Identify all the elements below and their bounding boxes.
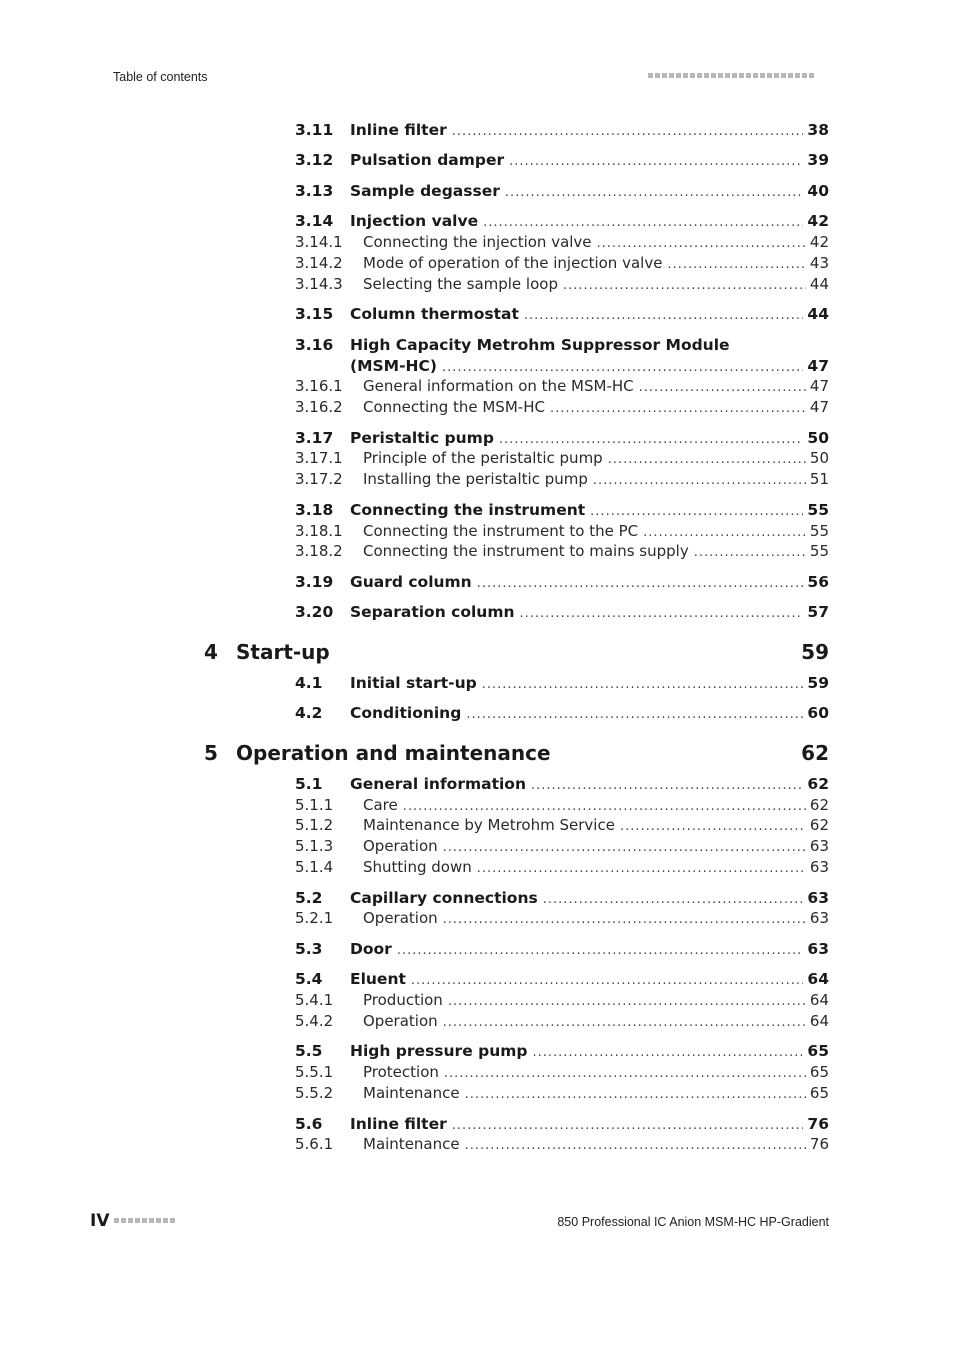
page-number: 63	[809, 909, 829, 927]
dot-leader	[452, 124, 804, 139]
dot-leader	[532, 1045, 803, 1060]
toc-subentry[interactable]	[295, 449, 829, 471]
footer-document-title: 850 Professional IC Anion MSM-HC HP-Gradient	[557, 1215, 829, 1229]
page-number: 62	[809, 796, 829, 814]
dot-leader	[483, 215, 803, 230]
dot-leader	[465, 1087, 806, 1102]
dot-leader	[531, 778, 803, 793]
subsection-number: 3.16.1	[295, 377, 343, 395]
subsection-number: 3.16.2	[295, 398, 343, 416]
section-title: Column thermostat	[350, 305, 519, 323]
subsection-number: 3.14.3	[295, 275, 343, 293]
page-number: 64	[809, 991, 829, 1009]
page-number: 59	[801, 640, 829, 664]
chapter-number: 4	[204, 640, 218, 664]
toc-entry[interactable]	[295, 121, 829, 143]
section-title: General information	[350, 775, 526, 793]
subsection-title: Maintenance by Metrohm Service	[363, 816, 615, 834]
page-number: 63	[807, 940, 829, 958]
subsection-number: 5.1.4	[295, 858, 334, 876]
section-number: 3.11	[295, 121, 334, 139]
dot-leader	[505, 185, 804, 200]
subsection-number: 5.4.1	[295, 991, 334, 1009]
toc-entry[interactable]	[295, 1042, 829, 1064]
subsection-number: 5.5.2	[295, 1084, 334, 1102]
toc-entry[interactable]	[295, 305, 829, 327]
subsection-number: 3.17.2	[295, 470, 343, 488]
running-header-title: Table of contents	[113, 70, 208, 84]
section-title: Initial start-up	[350, 674, 477, 692]
subsection-title: Shutting down	[363, 858, 472, 876]
toc-entry[interactable]	[295, 1115, 829, 1137]
chapter-number: 5	[204, 741, 218, 765]
section-title: Peristaltic pump	[350, 429, 494, 447]
page-number: 38	[807, 121, 829, 139]
toc-subentry[interactable]	[295, 398, 829, 420]
section-number: 5.2	[295, 889, 323, 907]
chapter-title: Start-up	[236, 640, 330, 664]
dot-leader	[550, 401, 806, 416]
section-number: 3.14	[295, 212, 334, 230]
page-number: 65	[809, 1063, 829, 1081]
subsection-number: 5.1.2	[295, 816, 334, 834]
section-title: High pressure pump	[350, 1042, 528, 1060]
toc-entry[interactable]	[295, 775, 829, 797]
toc-entry[interactable]	[295, 182, 829, 204]
section-title: Eluent	[350, 970, 406, 988]
toc-entry-first-line[interactable]	[295, 336, 730, 358]
page-number: 60	[807, 704, 829, 722]
page-number: 57	[807, 603, 829, 621]
section-title: Inline filter	[350, 121, 447, 139]
dot-leader	[442, 360, 803, 375]
toc-subentry[interactable]	[295, 233, 829, 255]
toc-entry[interactable]	[295, 674, 829, 696]
section-number: 5.4	[295, 970, 323, 988]
subsection-title: Operation	[363, 1012, 438, 1030]
dot-leader	[499, 432, 804, 447]
page-number: 47	[809, 377, 829, 395]
toc-subentry[interactable]	[295, 909, 829, 931]
dot-leader	[593, 473, 806, 488]
toc-subentry[interactable]	[295, 522, 829, 544]
subsection-number: 5.4.2	[295, 1012, 334, 1030]
subsection-title: Care	[363, 796, 398, 814]
section-number: 3.15	[295, 305, 334, 323]
dot-leader	[524, 308, 804, 323]
dot-leader	[563, 278, 806, 293]
subsection-title: Connecting the MSM-HC	[363, 398, 545, 416]
toc-entry[interactable]	[295, 603, 829, 625]
section-title: High Capacity Metrohm Suppressor Module	[350, 336, 730, 354]
dot-leader	[403, 799, 806, 814]
section-title: Door	[350, 940, 392, 958]
section-number: 3.13	[295, 182, 334, 200]
toc-entry[interactable]	[295, 151, 829, 173]
page-number: 59	[807, 674, 829, 692]
section-number: 5.1	[295, 775, 323, 793]
subsection-title: Connecting the instrument to the PC	[363, 522, 639, 540]
subsection-title: Maintenance	[363, 1135, 460, 1153]
dot-leader	[543, 892, 804, 907]
section-title: Sample degasser	[350, 182, 500, 200]
dot-leader	[397, 943, 804, 958]
dot-leader	[639, 380, 806, 395]
page-number: 76	[809, 1135, 829, 1153]
section-title: Connecting the instrument	[350, 501, 586, 519]
chapter-title: Operation and maintenance	[236, 741, 551, 765]
page-number: 63	[809, 837, 829, 855]
toc-entry[interactable]	[295, 704, 829, 726]
page-number: 55	[807, 501, 829, 519]
section-title: Pulsation damper	[350, 151, 505, 169]
dot-leader	[444, 1066, 806, 1081]
page-number: 65	[809, 1084, 829, 1102]
toc-chapter[interactable]	[204, 741, 829, 769]
page-number: 42	[807, 212, 829, 230]
toc-subentry[interactable]	[295, 542, 829, 564]
toc-subentry[interactable]	[295, 1063, 829, 1085]
subsection-title: Operation	[363, 837, 438, 855]
dot-leader	[643, 525, 806, 540]
page-number: 50	[809, 449, 829, 467]
subsection-number: 5.6.1	[295, 1135, 334, 1153]
subsection-number: 5.5.1	[295, 1063, 334, 1081]
section-title: Inline filter	[350, 1115, 447, 1133]
toc-subentry[interactable]	[295, 816, 829, 838]
subsection-number: 3.17.1	[295, 449, 343, 467]
toc-chapter[interactable]	[204, 640, 829, 668]
page-number: 56	[807, 573, 829, 591]
page-number: 64	[809, 1012, 829, 1030]
dot-leader	[466, 707, 803, 722]
page-number: 40	[807, 182, 829, 200]
page-number: 47	[809, 398, 829, 416]
dot-leader	[443, 1015, 806, 1030]
page-number: 42	[809, 233, 829, 251]
subsection-title: Installing the peristaltic pump	[363, 470, 588, 488]
subsection-title: Production	[363, 991, 443, 1009]
page-number: 43	[809, 254, 829, 272]
toc-entry[interactable]	[295, 889, 829, 911]
page-number: 55	[809, 542, 829, 560]
dot-leader	[452, 1118, 804, 1133]
subsection-number: 3.18.2	[295, 542, 343, 560]
footer-decoration	[114, 1218, 175, 1223]
dot-leader	[443, 912, 806, 927]
page-number: 76	[807, 1115, 829, 1133]
subsection-title: Protection	[363, 1063, 439, 1081]
dot-leader	[620, 819, 806, 834]
section-title: Capillary connections	[350, 889, 538, 907]
subsection-title: General information on the MSM-HC	[363, 377, 634, 395]
toc-entry[interactable]	[295, 970, 829, 992]
section-number: 5.5	[295, 1042, 323, 1060]
section-number: 4.2	[295, 704, 323, 722]
toc-entry[interactable]	[295, 573, 829, 595]
dot-leader	[477, 576, 804, 591]
toc-subentry[interactable]	[295, 254, 829, 276]
header-decoration	[648, 73, 814, 78]
subsection-number: 5.1.1	[295, 796, 334, 814]
dot-leader	[597, 236, 806, 251]
subsection-title: Maintenance	[363, 1084, 460, 1102]
page-number: 64	[807, 970, 829, 988]
section-number: 3.20	[295, 603, 334, 621]
section-number: 4.1	[295, 674, 323, 692]
dot-leader	[482, 677, 804, 692]
dot-leader	[520, 606, 804, 621]
toc-subentry[interactable]	[295, 470, 829, 492]
page-number: 44	[807, 305, 829, 323]
toc-entry[interactable]	[295, 501, 829, 523]
subsection-number: 5.2.1	[295, 909, 334, 927]
subsection-title: Mode of operation of the injection valve	[363, 254, 663, 272]
page-number: 50	[807, 429, 829, 447]
footer-page-number: IV	[90, 1211, 110, 1231]
toc-subentry[interactable]	[295, 796, 829, 818]
section-title: Guard column	[350, 573, 472, 591]
section-title: Injection valve	[350, 212, 479, 230]
toc-entry[interactable]	[295, 940, 829, 962]
toc-subentry[interactable]	[295, 1084, 829, 1106]
section-number: 5.3	[295, 940, 323, 958]
page-number: 55	[809, 522, 829, 540]
toc-subentry[interactable]	[295, 377, 829, 399]
subsection-number: 3.14.1	[295, 233, 343, 251]
page-number: 62	[801, 741, 829, 765]
page-number: 63	[807, 889, 829, 907]
dot-leader	[694, 545, 806, 560]
toc-entry[interactable]	[295, 212, 829, 234]
toc-subentry[interactable]	[295, 1135, 829, 1157]
toc-subentry[interactable]	[295, 991, 829, 1013]
page-number: 63	[809, 858, 829, 876]
toc-subentry[interactable]	[295, 837, 829, 859]
subsection-title: Selecting the sample loop	[363, 275, 558, 293]
page-number: 44	[809, 275, 829, 293]
section-number: 3.18	[295, 501, 334, 519]
dot-leader	[608, 452, 806, 467]
subsection-number: 3.18.1	[295, 522, 343, 540]
dot-leader	[411, 973, 804, 988]
subsection-title: Connecting the instrument to mains supply	[363, 542, 689, 560]
page-number: 47	[807, 357, 829, 375]
toc-entry-continuation[interactable]	[350, 357, 829, 379]
subsection-number: 3.14.2	[295, 254, 343, 272]
section-title: Conditioning	[350, 704, 462, 722]
subsection-number: 5.1.3	[295, 837, 334, 855]
page-number: 51	[809, 470, 829, 488]
section-number: 3.12	[295, 151, 334, 169]
dot-leader	[667, 257, 805, 272]
section-number: 5.6	[295, 1115, 323, 1133]
page-number: 39	[807, 151, 829, 169]
dot-leader	[509, 154, 803, 169]
section-number: 3.16	[295, 336, 334, 354]
section-number: 3.17	[295, 429, 334, 447]
dot-leader	[443, 840, 806, 855]
toc-entry[interactable]	[295, 429, 829, 451]
section-title: Separation column	[350, 603, 515, 621]
page-number: 62	[807, 775, 829, 793]
toc-subentry[interactable]	[295, 1012, 829, 1034]
toc-subentry[interactable]	[295, 858, 829, 880]
subsection-title: Principle of the peristaltic pump	[363, 449, 603, 467]
subsection-title: Connecting the injection valve	[363, 233, 592, 251]
toc-subentry[interactable]	[295, 275, 829, 297]
dot-leader	[448, 994, 806, 1009]
section-number: 3.19	[295, 573, 334, 591]
subsection-title: Operation	[363, 909, 438, 927]
dot-leader	[477, 861, 806, 876]
section-title-continuation: (MSM-HC)	[350, 357, 437, 375]
page-number: 62	[809, 816, 829, 834]
page-number: 65	[807, 1042, 829, 1060]
dot-leader	[465, 1138, 806, 1153]
dot-leader	[590, 504, 803, 519]
